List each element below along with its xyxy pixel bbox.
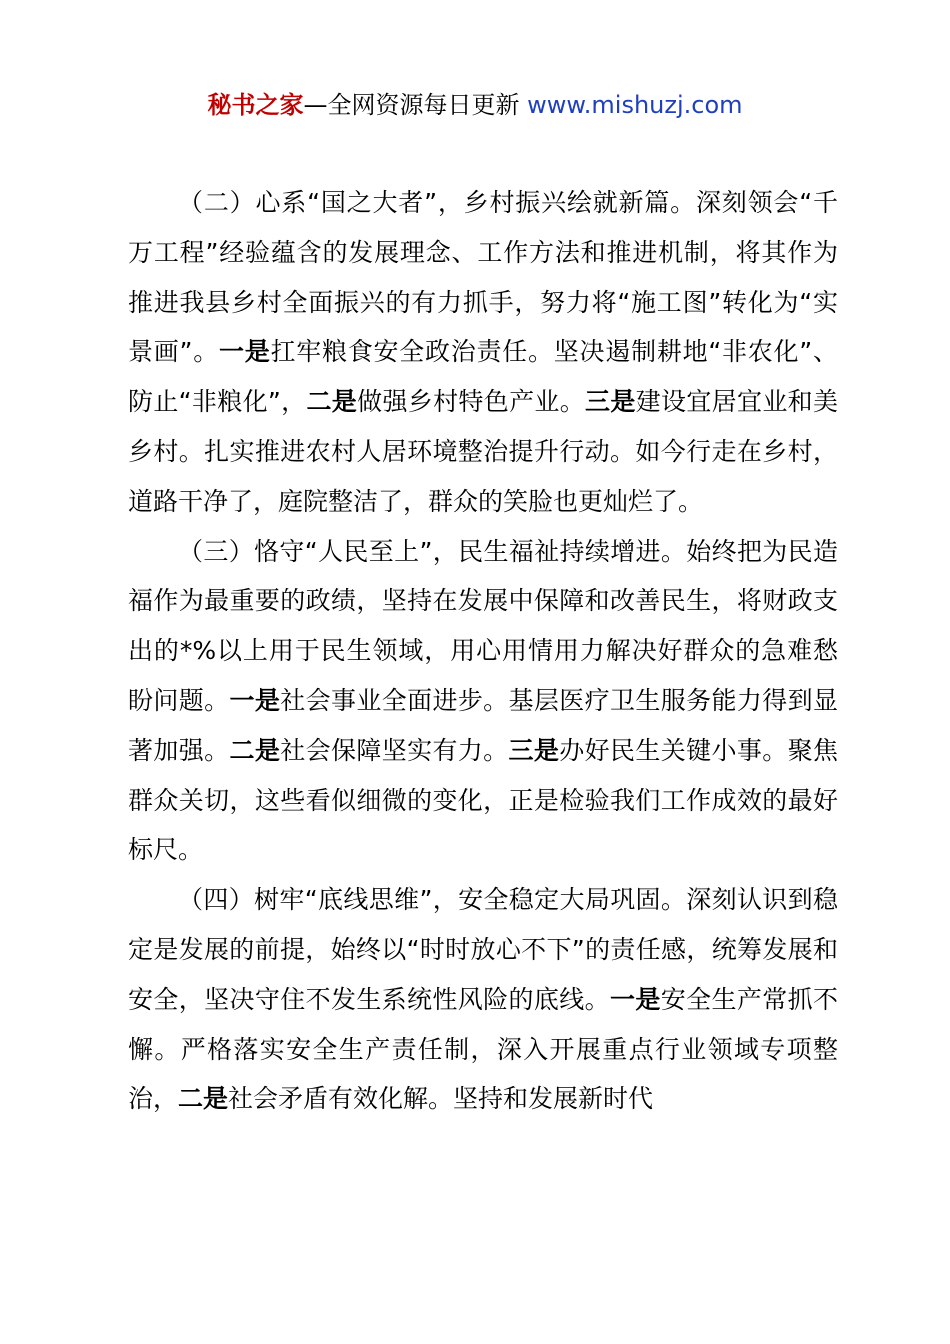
item-label: 一是 — [610, 984, 661, 1014]
site-url-link[interactable]: www.mishuzj.com — [527, 91, 743, 119]
item-label: 一是 — [218, 337, 271, 367]
item-text: 社会矛盾有效化解。坚持和发展新时代 — [228, 1084, 654, 1114]
item-text: 安全生产常抓不懈。严格落实安全生产责任制，深入开展重点行业领域专项整治， — [128, 984, 838, 1114]
paragraph-bottom-line-thinking — [128, 875, 838, 1124]
item-label: 二是 — [178, 1084, 229, 1114]
paragraph-intro: （三）恪守“人民至上”，民生福祉持续增进。始终把为民造福作为最重要的政绩，坚持在发展中保障和改善民生，将财政支出的*%以上用于民生领域，用心用情用力解决好群众的急难愁盼问题。 — [128, 536, 838, 715]
item-text: 建设宜居宜业和美乡村。扎实推进农村人居环境整治提升行动。如今行走在乡村，道路干净了，庭院整洁了，群众的笑脸也更灿烂了。 — [128, 387, 838, 516]
paragraph-intro: （四）树牢“底线思维”，安全稳定大局巩固。深刻认识到稳定是发展的前提，始终以“时时放心不下”的责任感，统筹发展和安全，坚决守住不发生系统性风险的底线。 — [128, 885, 838, 1014]
item-label: 一是 — [229, 685, 281, 715]
site-header — [0, 88, 950, 122]
item-text: 做强乡村特色产业。 — [357, 387, 586, 417]
brand-name: 秘书之家 — [207, 91, 304, 119]
paragraph-rural-revitalization — [128, 178, 838, 527]
header-tagline: —全网资源每日更新 — [303, 91, 528, 119]
item-label: 三是 — [508, 735, 560, 765]
item-label: 二是 — [306, 387, 358, 417]
item-label: 三是 — [585, 387, 636, 417]
item-text: 社会事业全面进步。基层医疗卫生服务能力得到显著加强。 — [128, 685, 838, 765]
item-text: 办好民生关键小事。聚焦群众关切，这些看似细微的变化，正是检验我们工作成效的最好标尺。 — [128, 735, 838, 865]
paragraph-intro: （二）心系“国之大者”，乡村振兴绘就新篇。深刻领会“千万工程”经验蕴含的发展理念、工作方法和推进机制，将其作为推进我县乡村全面振兴的有力抓手，努力将“施工图”转化为“实景画”。 — [128, 188, 838, 367]
item-text: 扛牢粮食安全政治责任。坚决遏制耕地“非农化”、防止“非粮化”， — [128, 337, 839, 417]
item-label: 二是 — [229, 735, 281, 765]
document-body — [128, 178, 838, 1124]
paragraph-people-livelihood — [128, 527, 838, 876]
item-text: 社会保障坚实有力。 — [280, 735, 509, 765]
